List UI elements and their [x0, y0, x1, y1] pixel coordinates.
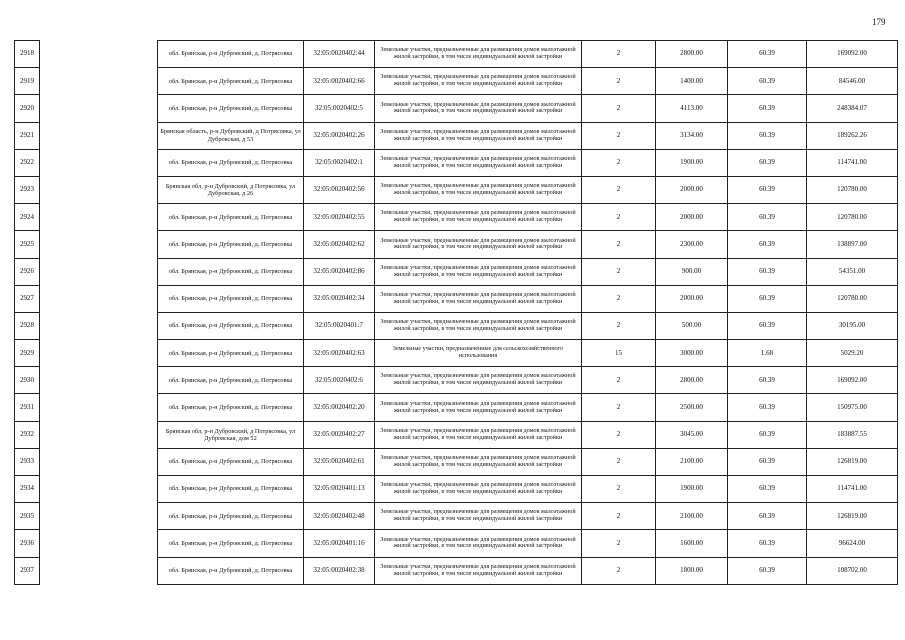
area-cell: 2500.00	[656, 394, 728, 421]
group-cell: 2	[582, 421, 656, 448]
blank-cell	[40, 394, 158, 421]
cadastral-number-cell: 32:05:0020402:6	[304, 367, 375, 394]
area-cell: 1400.00	[656, 68, 728, 95]
rate-cell: 60.39	[728, 204, 807, 231]
table-row	[15, 258, 898, 285]
table-row	[15, 476, 898, 503]
cadastral-value-cell: 30195.00	[807, 312, 898, 339]
group-cell: 2	[582, 231, 656, 258]
cadastral-number-cell: 32:05:0020402:55	[304, 204, 375, 231]
table-row	[15, 503, 898, 530]
rate-cell: 60.39	[728, 367, 807, 394]
land-use-cell: Земельные участки, предназначенные для размещения домов малоэтажной жилой застройки, в том числе индивидуальной жилой застройки	[375, 68, 582, 95]
cadastral-value-cell: 189262.26	[807, 122, 898, 149]
land-use-cell: Земельные участки, предназначенные для размещения домов малоэтажной жилой застройки, в том числе индивидуальной жилой застройки	[375, 367, 582, 394]
blank-cell	[40, 41, 158, 68]
row-number: 2930	[15, 367, 40, 394]
area-cell: 2100.00	[656, 503, 728, 530]
blank-cell	[40, 503, 158, 530]
address-cell: обл. Брянская, р-н Дубровский, д. Потрясовка	[158, 557, 304, 584]
cadastral-value-cell: 108702.00	[807, 557, 898, 584]
cadastral-value-cell: 126819.00	[807, 448, 898, 475]
land-use-cell: Земельные участки, предназначенные для размещения домов малоэтажной жилой застройки, в том числе индивидуальной жилой застройки	[375, 421, 582, 448]
area-cell: 2100.00	[656, 448, 728, 475]
land-use-cell: Земельные участки, предназначенные для размещения домов малоэтажной жилой застройки, в том числе индивидуальной жилой застройки	[375, 476, 582, 503]
address-cell: обл. Брянская, р-н Дубровский, д. Потрясовка	[158, 95, 304, 122]
group-cell: 2	[582, 258, 656, 285]
row-number: 2919	[15, 68, 40, 95]
cadastral-value-cell: 126819.00	[807, 503, 898, 530]
rate-cell: 1.68	[728, 340, 807, 367]
group-cell: 2	[582, 530, 656, 557]
cadastral-number-cell: 32:05:0020402:20	[304, 394, 375, 421]
cadastral-number-cell: 32:05:0020402:26	[304, 122, 375, 149]
group-cell: 2	[582, 503, 656, 530]
land-use-cell: Земельные участки, предназначенные для размещения домов малоэтажной жилой застройки, в том числе индивидуальной жилой застройки	[375, 204, 582, 231]
blank-cell	[40, 68, 158, 95]
row-number: 2924	[15, 204, 40, 231]
cadastral-number-cell: 32:05:0020402:27	[304, 421, 375, 448]
table-row	[15, 204, 898, 231]
land-use-cell: Земельные участки, предназначенные для размещения домов малоэтажной жилой застройки, в том числе индивидуальной жилой застройки	[375, 285, 582, 312]
blank-cell	[40, 421, 158, 448]
table-row	[15, 312, 898, 339]
row-number: 2926	[15, 258, 40, 285]
cadastral-value-cell: 248384.07	[807, 95, 898, 122]
rate-cell: 60.39	[728, 394, 807, 421]
table-row	[15, 421, 898, 448]
area-cell: 2000.00	[656, 204, 728, 231]
table-row	[15, 448, 898, 475]
area-cell: 500.00	[656, 312, 728, 339]
cadastral-value-cell: 183887.55	[807, 421, 898, 448]
cadastral-value-cell: 169092.00	[807, 41, 898, 68]
land-use-cell: Земельные участки, предназначенные для размещения домов малоэтажной жилой застройки, в том числе индивидуальной жилой застройки	[375, 122, 582, 149]
cadastral-number-cell: 32:05:0020402:5	[304, 95, 375, 122]
blank-cell	[40, 258, 158, 285]
address-cell: Брянская обл, р-н Дубровский, д Потрясовка, ул Дубровская, дом 52	[158, 421, 304, 448]
address-cell: обл. Брянская, р-н Дубровский, д. Потрясовка	[158, 530, 304, 557]
page-number: 179	[872, 17, 886, 27]
cadastral-value-table	[14, 40, 898, 585]
cadastral-number-cell: 32:05:0020402:62	[304, 231, 375, 258]
cadastral-number-cell: 32:05:0020402:63	[304, 340, 375, 367]
blank-cell	[40, 231, 158, 258]
rate-cell: 60.39	[728, 448, 807, 475]
table-row	[15, 41, 898, 68]
cadastral-value-cell: 120780.00	[807, 176, 898, 203]
cadastral-value-cell: 120780.00	[807, 204, 898, 231]
rate-cell: 60.39	[728, 41, 807, 68]
group-cell: 2	[582, 476, 656, 503]
blank-cell	[40, 340, 158, 367]
area-cell: 1900.00	[656, 476, 728, 503]
rate-cell: 60.39	[728, 557, 807, 584]
group-cell: 2	[582, 41, 656, 68]
cadastral-number-cell: 32:05:0020402:34	[304, 285, 375, 312]
land-use-cell: Земельные участки, предназначенные для размещения домов малоэтажной жилой застройки, в том числе индивидуальной жилой застройки	[375, 530, 582, 557]
cadastral-number-cell: 32:05:0020402:66	[304, 68, 375, 95]
row-number: 2923	[15, 176, 40, 203]
blank-cell	[40, 476, 158, 503]
address-cell: обл. Брянская, р-н Дубровский, д. Потрясовка	[158, 312, 304, 339]
cadastral-number-cell: 32:05:0020402:38	[304, 557, 375, 584]
group-cell: 2	[582, 149, 656, 176]
blank-cell	[40, 285, 158, 312]
table-row	[15, 367, 898, 394]
area-cell: 3045.00	[656, 421, 728, 448]
land-use-cell: Земельные участки, предназначенные для размещения домов малоэтажной жилой застройки, в том числе индивидуальной жилой застройки	[375, 448, 582, 475]
cadastral-value-cell: 84546.00	[807, 68, 898, 95]
address-cell: обл. Брянская, р-н Дубровский, д. Потрясовка	[158, 448, 304, 475]
rate-cell: 60.39	[728, 176, 807, 203]
area-cell: 3000.00	[656, 340, 728, 367]
table-row	[15, 176, 898, 203]
table-row	[15, 231, 898, 258]
address-cell: обл. Брянская, р-н Дубровский, д. Потрясовка	[158, 285, 304, 312]
table-row	[15, 68, 898, 95]
cadastral-value-cell: 169092.00	[807, 367, 898, 394]
cadastral-number-cell: 32:05:0020401:7	[304, 312, 375, 339]
area-cell: 900.00	[656, 258, 728, 285]
table-row	[15, 394, 898, 421]
row-number: 2935	[15, 503, 40, 530]
land-use-cell: Земельные участки, предназначенные для размещения домов малоэтажной жилой застройки, в том числе индивидуальной жилой застройки	[375, 149, 582, 176]
rate-cell: 60.39	[728, 258, 807, 285]
row-number: 2921	[15, 122, 40, 149]
table-row	[15, 340, 898, 367]
group-cell: 2	[582, 367, 656, 394]
table-row	[15, 285, 898, 312]
row-number: 2925	[15, 231, 40, 258]
address-cell: Брянская обл, р-н Дубровский, д Потрясовка, ул Дубровская, д 26	[158, 176, 304, 203]
blank-cell	[40, 448, 158, 475]
group-cell: 2	[582, 448, 656, 475]
address-cell: обл. Брянская, р-н Дубровский, д. Потрясовка	[158, 503, 304, 530]
group-cell: 2	[582, 394, 656, 421]
group-cell: 2	[582, 285, 656, 312]
group-cell: 2	[582, 312, 656, 339]
cadastral-number-cell: 32:05:0020402:44	[304, 41, 375, 68]
table-row	[15, 149, 898, 176]
row-number: 2932	[15, 421, 40, 448]
rate-cell: 60.39	[728, 503, 807, 530]
area-cell: 2000.00	[656, 176, 728, 203]
address-cell: обл. Брянская, р-н Дубровский, д. Потрясовка	[158, 68, 304, 95]
land-use-cell: Земельные участки, предназначенные для размещения домов малоэтажной жилой застройки, в том числе индивидуальной жилой застройки	[375, 312, 582, 339]
blank-cell	[40, 312, 158, 339]
cadastral-number-cell: 32:05:0020402:86	[304, 258, 375, 285]
cadastral-number-cell: 32:05:0020402:56	[304, 176, 375, 203]
rate-cell: 60.39	[728, 95, 807, 122]
row-number: 2920	[15, 95, 40, 122]
land-use-cell: Земельные участки, предназначенные для размещения домов малоэтажной жилой застройки, в том числе индивидуальной жилой застройки	[375, 394, 582, 421]
rate-cell: 60.39	[728, 122, 807, 149]
rate-cell: 60.39	[728, 231, 807, 258]
cadastral-number-cell: 32:05:0020401:16	[304, 530, 375, 557]
row-number: 2929	[15, 340, 40, 367]
area-cell: 2300.00	[656, 231, 728, 258]
land-use-cell: Земельные участки, предназначенные для размещения домов малоэтажной жилой застройки, в том числе индивидуальной жилой застройки	[375, 503, 582, 530]
address-cell: обл. Брянская, р-н Дубровский, д. Потрясовка	[158, 231, 304, 258]
blank-cell	[40, 95, 158, 122]
cadastral-value-cell: 5029.20	[807, 340, 898, 367]
blank-cell	[40, 204, 158, 231]
cadastral-value-cell: 120780.00	[807, 285, 898, 312]
row-number: 2934	[15, 476, 40, 503]
area-cell: 3134.00	[656, 122, 728, 149]
blank-cell	[40, 176, 158, 203]
group-cell: 2	[582, 176, 656, 203]
group-cell: 15	[582, 340, 656, 367]
address-cell: обл. Брянская, р-н Дубровский, д. Потрясовка	[158, 340, 304, 367]
land-use-cell: Земельные участки, предназначенные для сельскохозяйственного использования	[375, 340, 582, 367]
cadastral-value-cell: 138897.00	[807, 231, 898, 258]
blank-cell	[40, 149, 158, 176]
row-number: 2933	[15, 448, 40, 475]
rate-cell: 60.39	[728, 312, 807, 339]
cadastral-number-cell: 32:05:0020402:48	[304, 503, 375, 530]
area-cell: 2000.00	[656, 285, 728, 312]
table-row	[15, 530, 898, 557]
rate-cell: 60.39	[728, 149, 807, 176]
row-number: 2936	[15, 530, 40, 557]
cadastral-value-cell: 54351.00	[807, 258, 898, 285]
table-row	[15, 122, 898, 149]
blank-cell	[40, 530, 158, 557]
table-row	[15, 95, 898, 122]
area-cell: 1900.00	[656, 149, 728, 176]
area-cell: 1800.00	[656, 557, 728, 584]
rate-cell: 60.39	[728, 421, 807, 448]
address-cell: обл. Брянская, р-н Дубровский, д. Потрясовка	[158, 394, 304, 421]
rate-cell: 60.39	[728, 68, 807, 95]
area-cell: 2800.00	[656, 367, 728, 394]
rate-cell: 60.39	[728, 530, 807, 557]
address-cell: обл. Брянская, р-н Дубровский, д. Потрясовка	[158, 476, 304, 503]
land-use-cell: Земельные участки, предназначенные для размещения домов малоэтажной жилой застройки, в том числе индивидуальной жилой застройки	[375, 41, 582, 68]
group-cell: 2	[582, 122, 656, 149]
address-cell: обл. Брянская, р-н Дубровский, д. Потрясовка	[158, 41, 304, 68]
area-cell: 4113.00	[656, 95, 728, 122]
cadastral-value-cell: 96624.00	[807, 530, 898, 557]
cadastral-number-cell: 32:05:0020402:1	[304, 149, 375, 176]
cadastral-value-cell: 114741.00	[807, 476, 898, 503]
address-cell: обл. Брянская, р-н Дубровский, д. Потрясовка	[158, 258, 304, 285]
group-cell: 2	[582, 557, 656, 584]
table-row	[15, 557, 898, 584]
row-number: 2922	[15, 149, 40, 176]
address-cell: обл. Брянская, р-н Дубровский, д. Потрясовка	[158, 204, 304, 231]
row-number: 2918	[15, 41, 40, 68]
land-use-cell: Земельные участки, предназначенные для размещения домов малоэтажной жилой застройки, в том числе индивидуальной жилой застройки	[375, 176, 582, 203]
row-number: 2931	[15, 394, 40, 421]
blank-cell	[40, 557, 158, 584]
table-body	[15, 41, 898, 585]
row-number: 2927	[15, 285, 40, 312]
blank-cell	[40, 367, 158, 394]
group-cell: 2	[582, 204, 656, 231]
address-cell: обл. Брянская, р-н Дубровский, д. Потрясовка	[158, 367, 304, 394]
area-cell: 1600.00	[656, 530, 728, 557]
cadastral-value-cell: 150975.00	[807, 394, 898, 421]
land-use-cell: Земельные участки, предназначенные для размещения домов малоэтажной жилой застройки, в том числе индивидуальной жилой застройки	[375, 95, 582, 122]
rate-cell: 60.39	[728, 476, 807, 503]
group-cell: 2	[582, 68, 656, 95]
rate-cell: 60.39	[728, 285, 807, 312]
cadastral-value-cell: 114741.00	[807, 149, 898, 176]
land-use-cell: Земельные участки, предназначенные для размещения домов малоэтажной жилой застройки, в том числе индивидуальной жилой застройки	[375, 557, 582, 584]
blank-cell	[40, 122, 158, 149]
land-use-cell: Земельные участки, предназначенные для размещения домов малоэтажной жилой застройки, в том числе индивидуальной жилой застройки	[375, 231, 582, 258]
group-cell: 2	[582, 95, 656, 122]
address-cell: обл. Брянская, р-н Дубровский, д. Потрясовка	[158, 149, 304, 176]
cadastral-number-cell: 32:05:0020402:61	[304, 448, 375, 475]
row-number: 2928	[15, 312, 40, 339]
cadastral-number-cell: 32:05:0020401:13	[304, 476, 375, 503]
row-number: 2937	[15, 557, 40, 584]
area-cell: 2800.00	[656, 41, 728, 68]
land-use-cell: Земельные участки, предназначенные для размещения домов малоэтажной жилой застройки, в том числе индивидуальной жилой застройки	[375, 258, 582, 285]
address-cell: Брянская область, р-н Дубровский, д Потрясовка, ул Дубровская, д 53	[158, 122, 304, 149]
